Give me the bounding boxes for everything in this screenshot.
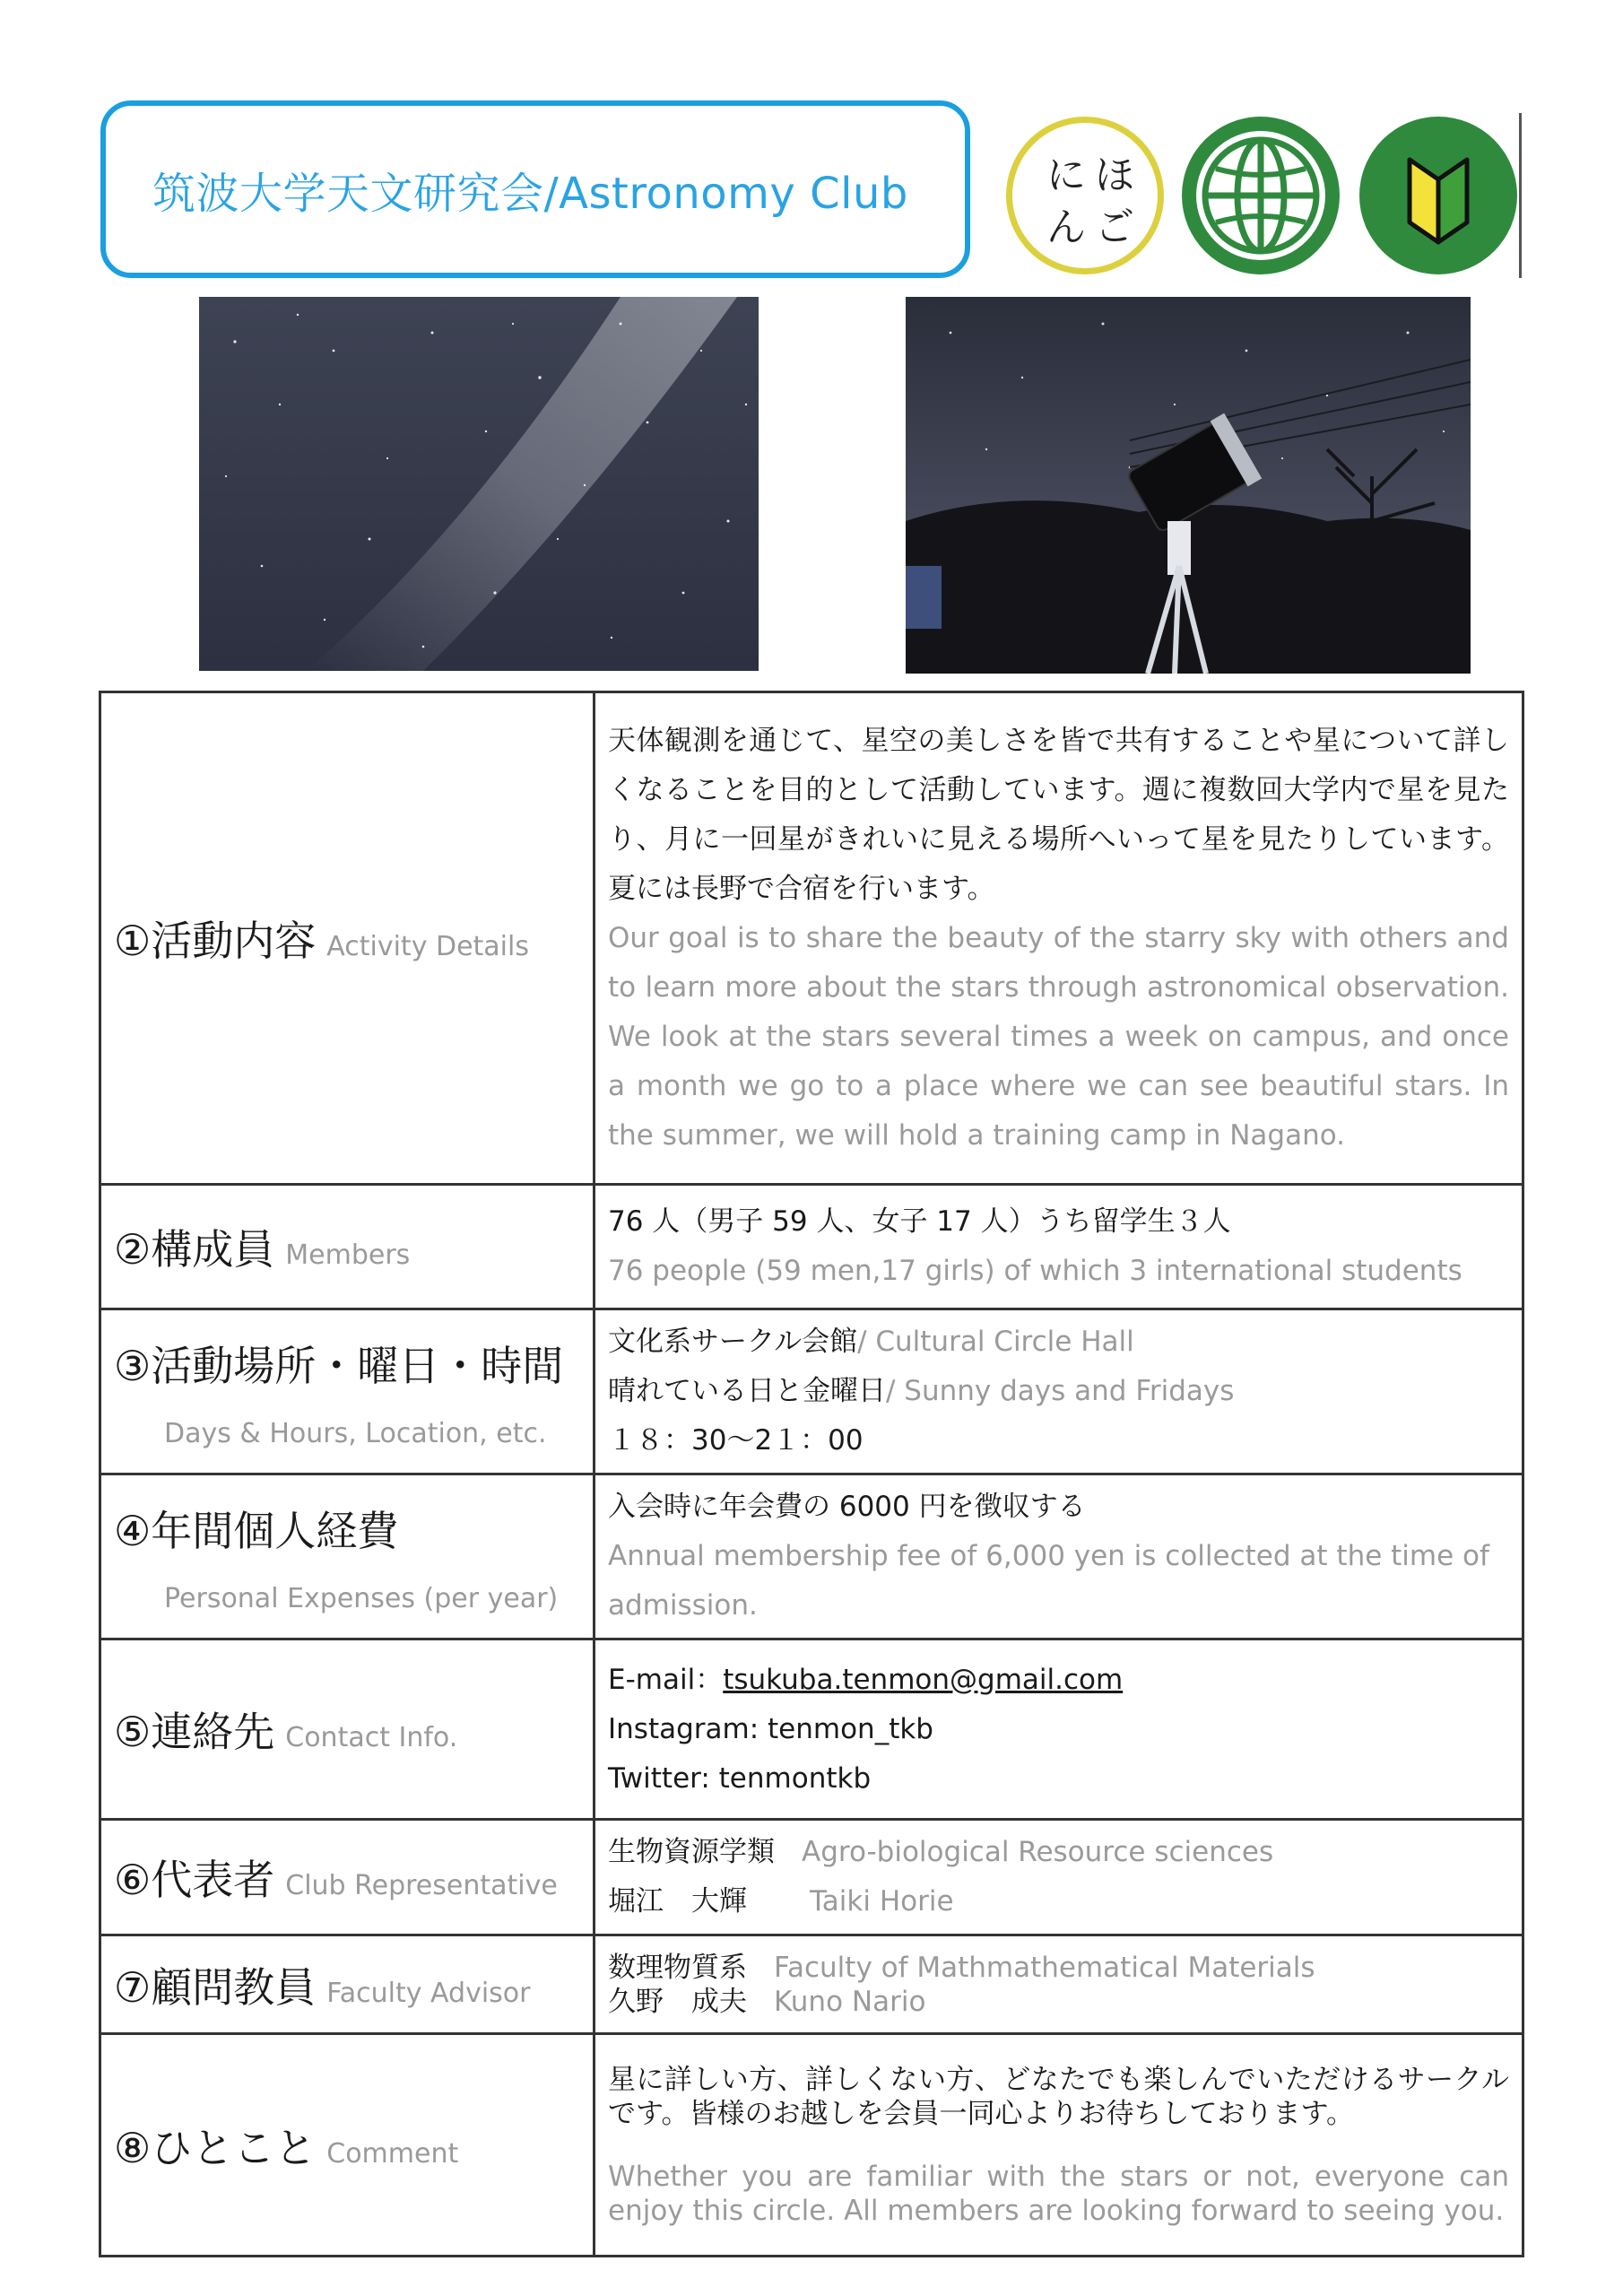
activity-label: ①活動内容 <box>114 917 317 965</box>
place-line2-jp: 晴れている日と金曜日 <box>608 1375 886 1407</box>
beginner-mark-icon[interactable] <box>1359 117 1517 274</box>
email-label: E-mail： <box>608 1663 724 1696</box>
row-comment <box>100 2034 1523 2257</box>
representative-label-en: Club Representative <box>285 1870 558 1901</box>
advisor-label: ⑦顧問教員 <box>114 1962 317 2012</box>
contact-label: ⑤連絡先 <box>114 1708 275 1756</box>
instagram-handle: Instagram: tenmon_tkb <box>608 1712 933 1745</box>
club-info-table <box>99 691 1524 2257</box>
members-label: ②構成員 <box>114 1225 275 1274</box>
representative-label: ⑥代表者 <box>114 1856 275 1904</box>
row-expenses <box>100 1474 1523 1639</box>
row-contact <box>100 1639 1523 1820</box>
row-representative <box>100 1820 1523 1935</box>
expenses-label: ④年間個人経費 <box>114 1507 399 1555</box>
members-label-en: Members <box>285 1239 411 1271</box>
club-title: 筑波大学天文研究会/Astronomy Club <box>152 168 908 219</box>
advisor-name-en: Kuno Nario <box>774 1985 926 2018</box>
place-line2-en: / Sunny days and Fridays <box>886 1375 1235 1407</box>
expenses-text-en: Annual membership fee of 6,000 yen is collected at the time of admission. <box>608 1540 1489 1622</box>
place-line1-en: / Cultural Circle Hall <box>857 1326 1134 1358</box>
advisor-name-jp: 久野 成夫 <box>608 1985 747 2018</box>
place-label-en: Days & Hours, Location, etc. <box>164 1418 547 1449</box>
nihongo-char: ほ <box>1095 152 1134 198</box>
row-place <box>100 1309 1523 1474</box>
nihongo-char: ん <box>1046 204 1086 250</box>
nihongo-badge-icon[interactable] <box>1006 117 1164 274</box>
rep-dept-jp: 生物資源学類 <box>608 1836 775 1868</box>
members-text-en: 76 people (59 men,17 girls) of which 3 international students <box>608 1255 1462 1287</box>
place-line1-jp: 文化系サークル会館 <box>608 1326 858 1358</box>
advisor-dept-jp: 数理物質系 <box>608 1951 747 1984</box>
members-text-jp: 76 人（男子 59 人、女子 17 人）うち留学生３人 <box>608 1205 1231 1238</box>
activity-text-jp: 天体観測を通じて、星空の美しさを皆で共有することや星について詳しくなることを目的として活動しています。週に複数回大学内で星を見たり、月に一回星がきれいに見える場所へいって星を見たりしています。夏には長野で合宿を行います。 <box>608 724 1509 905</box>
advisor-dept-en: Faculty of Mathmathematical Materials <box>774 1951 1315 1984</box>
expenses-text-jp: 入会時に年会費の 6000 円を徴収する <box>608 1491 1086 1523</box>
rep-dept-en: Agro-biological Resource sciences <box>802 1836 1274 1868</box>
comment-label: ⑧ひとこと <box>114 2123 317 2172</box>
comment-label-en: Comment <box>326 2137 459 2170</box>
place-time: １８：30～2１：00 <box>608 1424 864 1457</box>
globe-icon[interactable] <box>1182 117 1340 274</box>
twitter-handle: Twitter: tenmontkb <box>608 1761 872 1795</box>
expenses-label-en: Personal Expenses (per year) <box>164 1583 559 1614</box>
nihongo-char: に <box>1046 152 1086 198</box>
comment-text-en: Whether you are familiar with the stars or not, everyone can enjoy this circle. All members are looking forward to seeing you. <box>608 2160 1509 2227</box>
rep-name-jp: 堀江 大輝 <box>608 1885 747 1918</box>
telescope-night-photo <box>906 297 1471 674</box>
milky-way-photo <box>199 297 759 671</box>
activity-text-en: Our goal is to share the beauty of the starry sky with others and to learn more about the stars through astronomical observation. We look at the stars several times a week on campus, and once a month we go to a place where we can see beautiful stars. In the summer, we will hold a training camp in Nagano. <box>608 921 1509 1152</box>
nihongo-char: ご <box>1095 204 1134 250</box>
rep-name-en: Taiki Horie <box>810 1885 954 1918</box>
activity-label-en: Activity Details <box>326 931 529 962</box>
row-advisor <box>100 1935 1523 2034</box>
row-activity <box>100 692 1523 1185</box>
contact-label-en: Contact Info. <box>285 1722 458 1753</box>
comment-text-jp: 星に詳しい方、詳しくない方、どなたでも楽しんでいただけるサークルです。皆様のお越しを会員一同心よりお待ちしております。 <box>608 2063 1509 2130</box>
email-link[interactable]: tsukuba.tenmon@gmail.com <box>723 1663 1124 1696</box>
row-members <box>100 1185 1523 1309</box>
header-divider <box>1519 113 1522 278</box>
club-title-box <box>100 100 970 278</box>
place-label: ③活動場所・曜日・時間 <box>114 1342 564 1390</box>
advisor-label-en: Faculty Advisor <box>326 1977 531 2009</box>
